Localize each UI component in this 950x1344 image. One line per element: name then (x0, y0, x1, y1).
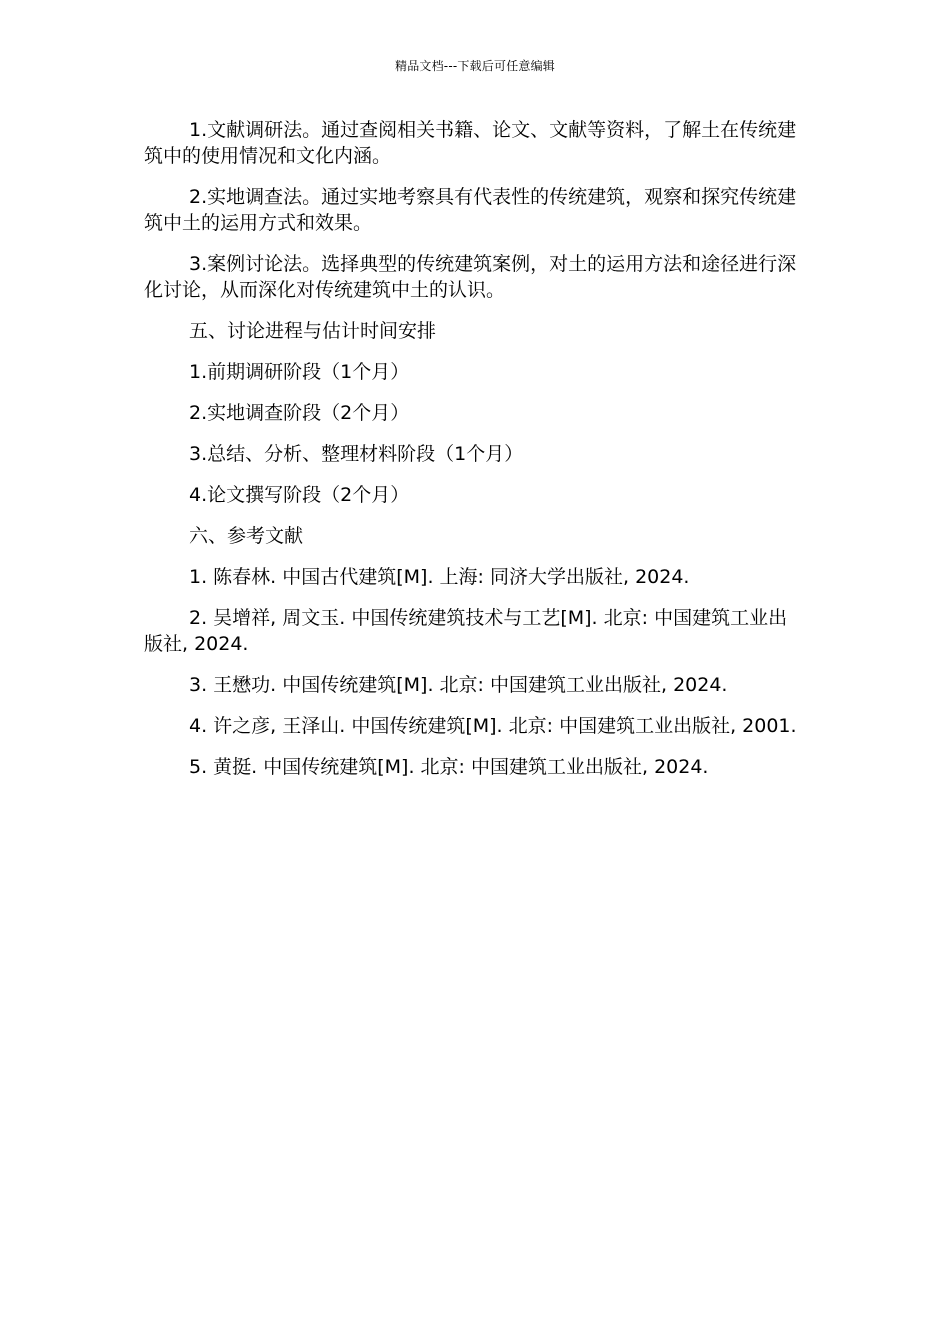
reference-item-3: 3. 王懋功. 中国传统建筑[M]. 北京: 中国建筑工业出版社, 2024. (189, 674, 728, 696)
reference-item-1: 1. 陈春林. 中国古代建筑[M]. 上海: 同济大学出版社, 2024. (189, 566, 690, 588)
page-header: 精品文档---下载后可任意编辑 (395, 59, 555, 73)
document-body (144, 117, 806, 795)
reference-item-4: 4. 许之彦, 王泽山. 中国传统建筑[M]. 北京: 中国建筑工业出版社, 2001. (189, 715, 797, 737)
method-field-survey: 2.实地调查法。通过实地考察具有代表性的传统建筑，观察和探究传统建筑中土的运用方式和效果。 (144, 186, 797, 234)
schedule-item-1: 1.前期调研阶段（1个月） (189, 361, 410, 383)
section-heading-references: 六、参考文献 (189, 525, 304, 547)
schedule-item-3: 3.总结、分析、整理材料阶段（1个月） (189, 443, 524, 465)
schedule-item-2: 2.实地调查阶段（2个月） (189, 402, 410, 424)
section-heading-schedule: 五、讨论进程与估计时间安排 (189, 320, 437, 342)
reference-item-2: 2. 吴增祥, 周文玉. 中国传统建筑技术与工艺[M]. 北京: 中国建筑工业出版社, 2024. (144, 607, 788, 655)
schedule-item-4: 4.论文撰写阶段（2个月） (189, 484, 410, 506)
method-case-discussion: 3.案例讨论法。选择典型的传统建筑案例，对土的运用方法和途径进行深化讨论，从而深化对传统建筑中土的认识。 (144, 253, 797, 301)
method-literature-research: 1.文献调研法。通过查阅相关书籍、论文、文献等资料，了解土在传统建筑中的使用情况和文化内涵。 (144, 119, 797, 167)
reference-item-5: 5. 黄挺. 中国传统建筑[M]. 北京: 中国建筑工业出版社, 2024. (189, 756, 709, 778)
